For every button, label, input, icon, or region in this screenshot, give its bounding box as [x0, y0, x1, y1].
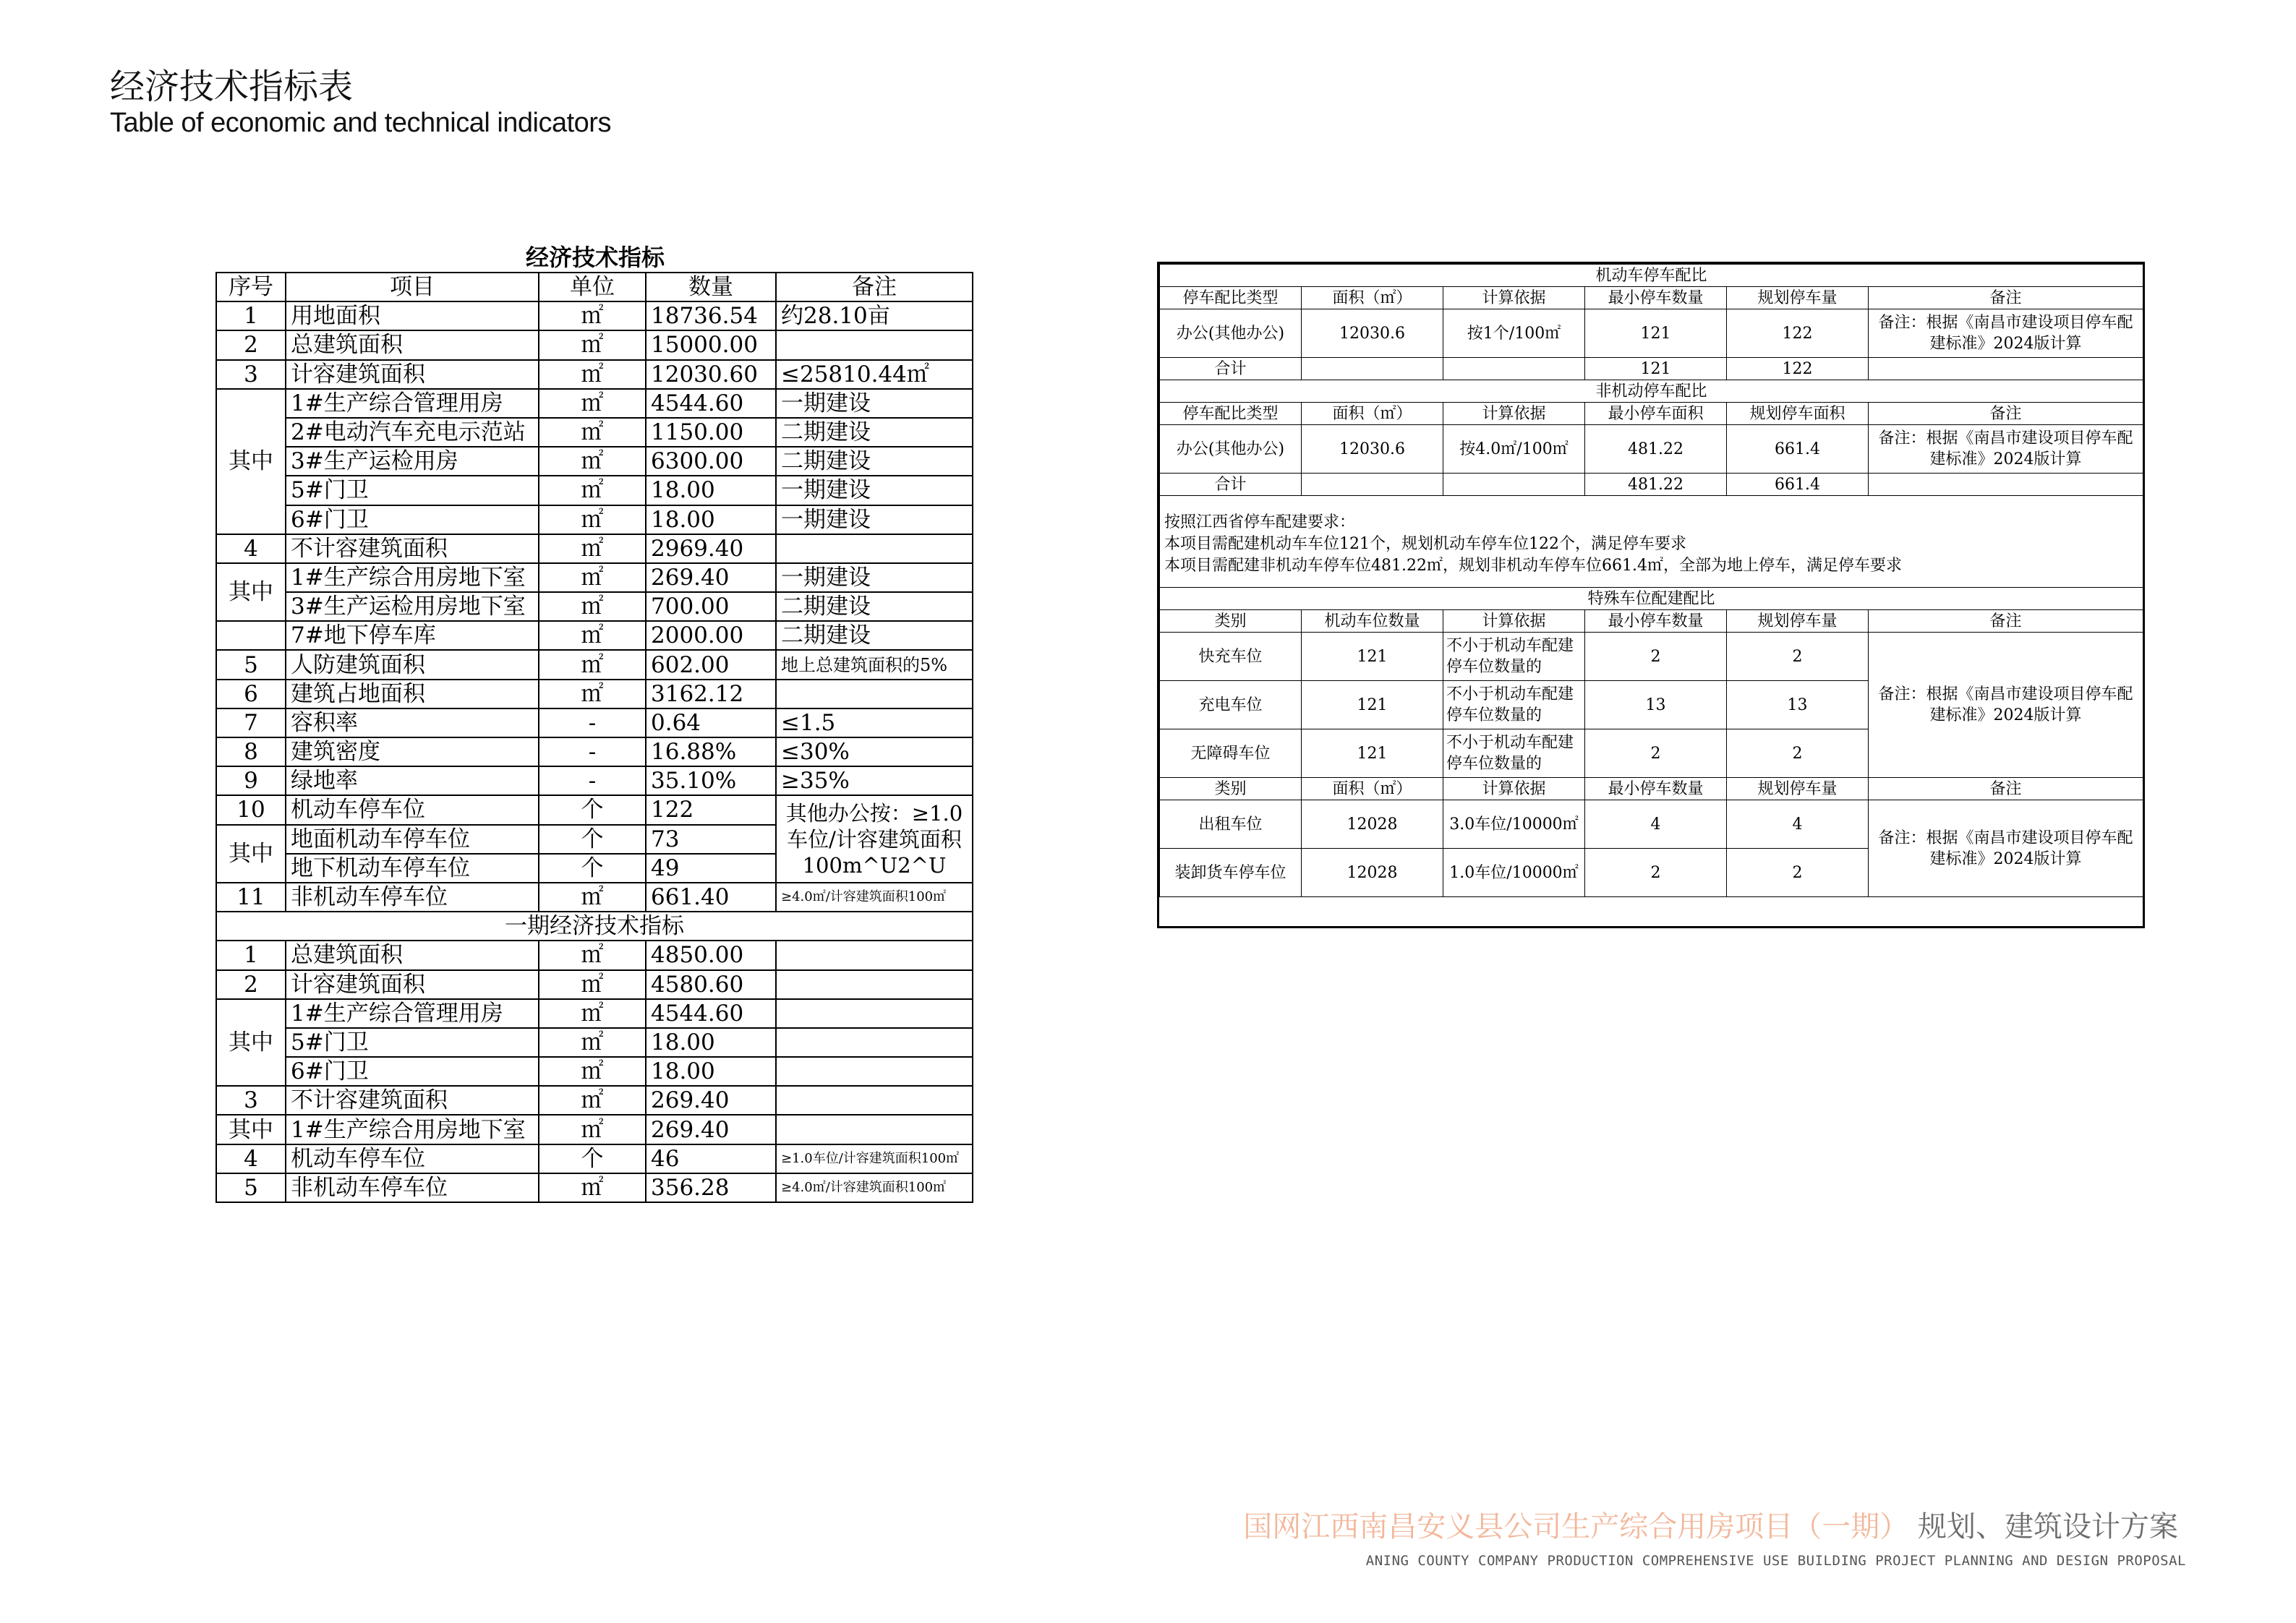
row-note	[776, 1086, 973, 1115]
row-qty: 2000.00	[646, 621, 776, 650]
cell: 不小于机动车配建停车位数量的	[1443, 729, 1585, 778]
cell: 661.4	[1727, 425, 1869, 474]
motor-section-title-row	[1160, 265, 2143, 287]
special2-header-row	[1160, 778, 2143, 800]
row-unit: ㎡	[539, 389, 646, 418]
row-note: ≥4.0㎡/计容建筑面积100㎡	[776, 883, 973, 912]
nonmotor-header-row	[1160, 403, 2143, 425]
row-note: ≥35%	[776, 766, 973, 795]
cell: 办公(其他办公)	[1160, 425, 1302, 474]
table-row	[216, 476, 973, 505]
cell: 121	[1585, 309, 1727, 358]
row-item: 5#门卫	[286, 476, 539, 505]
cell: 出租车位	[1160, 800, 1302, 849]
phase1-caption: 一期经济技术指标	[216, 912, 973, 941]
row-qty: 12030.60	[646, 360, 776, 389]
cell: 122	[1727, 358, 1869, 380]
row-qty: 269.40	[646, 1115, 776, 1144]
row-no: 8	[216, 737, 286, 766]
row-qty: 1150.00	[646, 418, 776, 447]
cell: 12030.6	[1302, 309, 1443, 358]
cell: 121	[1302, 729, 1443, 778]
table-header-row	[216, 273, 973, 301]
cell: 121	[1302, 633, 1443, 681]
cell: 12028	[1302, 800, 1443, 849]
row-qty: 6300.00	[646, 447, 776, 476]
parking-ratio-panel	[1157, 262, 2145, 928]
cell	[1443, 358, 1585, 380]
requirement-line: 本项目需配建机动车车位121个，规划机动车停车位122个，满足停车要求	[1164, 535, 1686, 553]
remark-cell: 备注：根据《南昌市建设项目停车配建标准》2024版计算	[1869, 309, 2143, 358]
table-row	[216, 447, 973, 476]
row-qty: 122	[646, 795, 776, 824]
indicators-table-caption: 经济技术指标	[525, 244, 665, 271]
cell: 合计	[1160, 358, 1302, 380]
table-row	[1160, 425, 2143, 474]
row-qty: 269.40	[646, 563, 776, 592]
requirement-line: 按照江西省停车配建要求：	[1164, 513, 1356, 531]
table-row	[216, 418, 973, 447]
table-row	[216, 795, 973, 824]
row-item: 6#门卫	[286, 505, 539, 534]
table-row	[216, 1115, 973, 1144]
row-unit: 个	[539, 795, 646, 824]
row-unit: ㎡	[539, 1115, 646, 1144]
cell: 2	[1727, 633, 1869, 681]
row-item: 2#电动汽车充电示范站	[286, 418, 539, 447]
row-note: 约28.10亩	[776, 301, 973, 330]
header-cell: 类别	[1160, 610, 1302, 633]
row-item: 计容建筑面积	[286, 970, 539, 999]
cell	[1869, 474, 2143, 496]
row-note: 地上总建筑面积的5%	[776, 650, 973, 679]
footer-project-name: 国网江西南昌安义县公司生产综合用房项目（一期）	[1243, 1510, 1909, 1543]
footer-project-title	[1243, 1509, 2178, 1544]
table-row	[216, 883, 973, 912]
row-note: 一期建设	[776, 389, 973, 418]
header-cell: 备注	[1869, 610, 2143, 633]
row-unit: ㎡	[539, 680, 646, 708]
row-group-label: 其中	[216, 999, 286, 1087]
row-unit: ㎡	[539, 505, 646, 534]
row-unit: ㎡	[539, 563, 646, 592]
table-row	[216, 708, 973, 737]
page-subtitle: Table of economic and technical indicators	[110, 108, 611, 138]
special-section-title-row	[1160, 588, 2143, 610]
row-item: 总建筑面积	[286, 941, 539, 969]
remark-cell: 备注：根据《南昌市建设项目停车配建标准》2024版计算	[1869, 633, 2143, 778]
row-qty: 2969.40	[646, 534, 776, 563]
cell: 装卸货车停车位	[1160, 849, 1302, 897]
row-group-label: 其中	[216, 825, 286, 883]
table-row	[216, 650, 973, 679]
row-qty: 602.00	[646, 650, 776, 679]
footer-doc-type: 规划、建筑设计方案	[1918, 1510, 2178, 1543]
row-item: 建筑密度	[286, 737, 539, 766]
row-qty: 35.10%	[646, 766, 776, 795]
remark-cell: 备注：根据《南昌市建设项目停车配建标准》2024版计算	[1869, 800, 2143, 897]
row-item: 总建筑面积	[286, 330, 539, 359]
row-no: 1	[216, 301, 286, 330]
table-row	[216, 970, 973, 999]
row-qty: 4850.00	[646, 941, 776, 969]
row-note	[776, 1028, 973, 1057]
header-cell: 停车配比类型	[1160, 403, 1302, 425]
row-item: 1#生产综合用房地下室	[286, 1115, 539, 1144]
row-qty: 16.88%	[646, 737, 776, 766]
row-unit: ㎡	[539, 621, 646, 650]
header-cell: 最小停车数量	[1585, 778, 1727, 800]
row-item: 不计容建筑面积	[286, 534, 539, 563]
cell: 12028	[1302, 849, 1443, 897]
remark-cell: 备注：根据《南昌市建设项目停车配建标准》2024版计算	[1869, 425, 2143, 474]
cell: 不小于机动车配建停车位数量的	[1443, 633, 1585, 681]
cell: 按4.0㎡/100㎡	[1443, 425, 1585, 474]
row-item: 人防建筑面积	[286, 650, 539, 679]
row-unit: ㎡	[539, 418, 646, 447]
cell: 12030.6	[1302, 425, 1443, 474]
row-note	[776, 330, 973, 359]
row-group-label: 其中	[216, 389, 286, 534]
row-unit: ㎡	[539, 970, 646, 999]
row-no: 4	[216, 534, 286, 563]
header-cell: 备注	[1869, 403, 2143, 425]
row-qty: 18.00	[646, 1057, 776, 1086]
row-no: 9	[216, 766, 286, 795]
row-qty: 4544.60	[646, 999, 776, 1028]
header-cell: 规划停车面积	[1727, 403, 1869, 425]
row-note: ≥1.0车位/计容建筑面积100㎡	[776, 1144, 973, 1173]
row-no: 3	[216, 1086, 286, 1115]
header-cell: 最小停车数量	[1585, 287, 1727, 309]
row-note: 一期建设	[776, 476, 973, 505]
parking-rule-note: 其他办公按：≥1.0车位/计容建筑面积100m^U2^U	[776, 795, 973, 883]
header-cell: 单位	[539, 273, 646, 301]
table-row	[216, 534, 973, 563]
row-unit: ㎡	[539, 1057, 646, 1086]
row-item: 地面机动车停车位	[286, 825, 539, 854]
header-cell: 备注	[1869, 778, 2143, 800]
table-row	[216, 505, 973, 534]
requirement-line: 本项目需配建非机动车停车位481.22㎡，规划非机动车停车位661.4㎡，全部为地上停车，满足停车要求	[1164, 557, 1902, 575]
table-row	[216, 737, 973, 766]
row-note: 二期建设	[776, 592, 973, 621]
phase1-section-row	[216, 912, 973, 941]
table-row	[216, 680, 973, 708]
row-unit: ㎡	[539, 941, 646, 969]
row-unit: ㎡	[539, 534, 646, 563]
row-note	[776, 534, 973, 563]
header-cell: 计算依据	[1443, 778, 1585, 800]
cell	[1302, 358, 1443, 380]
row-unit: ㎡	[539, 1086, 646, 1115]
row-note: 二期建设	[776, 447, 973, 476]
row-item: 5#门卫	[286, 1028, 539, 1057]
table-row	[216, 1028, 973, 1057]
row-no: 7	[216, 708, 286, 737]
parking-ratio-table	[1159, 264, 2143, 897]
table-row	[216, 621, 973, 650]
row-group-label: 其中	[216, 563, 286, 621]
row-item: 机动车停车位	[286, 1144, 539, 1173]
row-qty: 18.00	[646, 1028, 776, 1057]
cell: 2	[1585, 633, 1727, 681]
cell	[1302, 474, 1443, 496]
row-no: 2	[216, 970, 286, 999]
cell: 2	[1585, 849, 1727, 897]
table-row	[216, 941, 973, 969]
row-no	[216, 621, 286, 650]
requirement-row	[1160, 496, 2143, 588]
cell	[1869, 358, 2143, 380]
special-section-title: 特殊车位配建配比	[1160, 588, 2143, 610]
indicators-table	[215, 272, 973, 1203]
row-no: 5	[216, 650, 286, 679]
row-unit: ㎡	[539, 360, 646, 389]
header-cell: 面积（㎡）	[1302, 778, 1443, 800]
row-no: 6	[216, 680, 286, 708]
header-cell: 面积（㎡）	[1302, 403, 1443, 425]
row-item: 非机动车停车位	[286, 883, 539, 912]
page-title: 经济技术指标表	[110, 67, 354, 107]
row-unit: ㎡	[539, 999, 646, 1028]
table-row	[216, 1173, 973, 1202]
cell: 481.22	[1585, 425, 1727, 474]
cell	[1443, 474, 1585, 496]
row-qty: 49	[646, 854, 776, 883]
row-unit: 个	[539, 825, 646, 854]
row-item: 用地面积	[286, 301, 539, 330]
cell: 1.0车位/10000㎡	[1443, 849, 1585, 897]
header-cell: 规划停车量	[1727, 778, 1869, 800]
row-qty: 0.64	[646, 708, 776, 737]
cell: 无障碍车位	[1160, 729, 1302, 778]
row-note	[776, 680, 973, 708]
row-no: 5	[216, 1173, 286, 1202]
cell: 充电车位	[1160, 681, 1302, 729]
row-no: 3	[216, 360, 286, 389]
row-no: 4	[216, 1144, 286, 1173]
row-qty: 356.28	[646, 1173, 776, 1202]
table-row	[1160, 633, 2143, 681]
row-unit: ㎡	[539, 1173, 646, 1202]
cell: 2	[1727, 729, 1869, 778]
table-row	[216, 563, 973, 592]
row-unit: ㎡	[539, 476, 646, 505]
table-row	[216, 1086, 973, 1115]
cell: 481.22	[1585, 474, 1727, 496]
cell: 不小于机动车配建停车位数量的	[1443, 681, 1585, 729]
row-item: 机动车停车位	[286, 795, 539, 824]
row-note: ≥4.0㎡/计容建筑面积100㎡	[776, 1173, 973, 1202]
row-qty: 269.40	[646, 1086, 776, 1115]
row-item: 不计容建筑面积	[286, 1086, 539, 1115]
row-note: ≤1.5	[776, 708, 973, 737]
row-no: 2	[216, 330, 286, 359]
header-cell: 最小停车数量	[1585, 610, 1727, 633]
row-unit: -	[539, 737, 646, 766]
header-cell: 停车配比类型	[1160, 287, 1302, 309]
table-row	[216, 766, 973, 795]
cell: 13	[1585, 681, 1727, 729]
total-row	[1160, 358, 2143, 380]
row-qty: 18736.54	[646, 301, 776, 330]
cell: 2	[1585, 729, 1727, 778]
row-unit: 个	[539, 1144, 646, 1173]
row-no: 10	[216, 795, 286, 824]
table-row	[216, 1144, 973, 1173]
row-note: ≤25810.44㎡	[776, 360, 973, 389]
header-cell: 计算依据	[1443, 610, 1585, 633]
row-item: 绿地率	[286, 766, 539, 795]
row-item: 容积率	[286, 708, 539, 737]
row-group-label: 其中	[216, 1115, 286, 1144]
header-cell: 计算依据	[1443, 403, 1585, 425]
nonmotor-section-title-row	[1160, 380, 2143, 403]
row-unit: ㎡	[539, 330, 646, 359]
row-qty: 46	[646, 1144, 776, 1173]
cell: 122	[1727, 309, 1869, 358]
row-item: 计容建筑面积	[286, 360, 539, 389]
row-note: ≤30%	[776, 737, 973, 766]
total-row	[1160, 474, 2143, 496]
table-row	[216, 592, 973, 621]
row-qty: 4580.60	[646, 970, 776, 999]
table-row	[216, 1057, 973, 1086]
row-qty: 18.00	[646, 505, 776, 534]
row-item: 7#地下停车库	[286, 621, 539, 650]
row-item: 地下机动车停车位	[286, 854, 539, 883]
row-no: 1	[216, 941, 286, 969]
row-note: 一期建设	[776, 505, 973, 534]
cell: 3.0车位/10000㎡	[1443, 800, 1585, 849]
row-note: 一期建设	[776, 563, 973, 592]
header-cell: 规划停车量	[1727, 287, 1869, 309]
special-header-row	[1160, 610, 2143, 633]
cell: 661.4	[1727, 474, 1869, 496]
header-cell: 项目	[286, 273, 539, 301]
row-unit: ㎡	[539, 592, 646, 621]
row-note	[776, 999, 973, 1028]
row-item: 3#生产运检用房地下室	[286, 592, 539, 621]
row-item: 非机动车停车位	[286, 1173, 539, 1202]
motor-header-row	[1160, 287, 2143, 309]
table-row	[216, 999, 973, 1028]
row-item: 1#生产综合用房地下室	[286, 563, 539, 592]
row-item: 1#生产综合管理用房	[286, 999, 539, 1028]
requirement-text	[1160, 496, 2143, 588]
header-cell: 规划停车量	[1727, 610, 1869, 633]
row-note: 二期建设	[776, 621, 973, 650]
row-note	[776, 970, 973, 999]
row-unit: ㎡	[539, 447, 646, 476]
cell: 4	[1585, 800, 1727, 849]
header-cell: 机动车位数量	[1302, 610, 1443, 633]
cell: 按1个/100㎡	[1443, 309, 1585, 358]
cell: 快充车位	[1160, 633, 1302, 681]
row-unit: ㎡	[539, 883, 646, 912]
cell: 121	[1585, 358, 1727, 380]
cell: 13	[1727, 681, 1869, 729]
row-unit: 个	[539, 854, 646, 883]
row-note: 二期建设	[776, 418, 973, 447]
row-no: 11	[216, 883, 286, 912]
row-qty: 18.00	[646, 476, 776, 505]
row-qty: 700.00	[646, 592, 776, 621]
row-qty: 15000.00	[646, 330, 776, 359]
cell: 4	[1727, 800, 1869, 849]
header-cell: 计算依据	[1443, 287, 1585, 309]
row-qty: 3162.12	[646, 680, 776, 708]
row-qty: 4544.60	[646, 389, 776, 418]
row-note	[776, 941, 973, 969]
cell: 121	[1302, 681, 1443, 729]
row-note	[776, 1115, 973, 1144]
table-row	[1160, 800, 2143, 849]
header-cell: 类别	[1160, 778, 1302, 800]
row-unit: ㎡	[539, 650, 646, 679]
table-row	[216, 389, 973, 418]
footer-project-english: ANING COUNTY COMPANY PRODUCTION COMPREHENSIVE USE BUILDING PROJECT PLANNING AND DESIGN PROPOSAL	[1365, 1553, 2186, 1569]
row-unit: ㎡	[539, 301, 646, 330]
row-item: 建筑占地面积	[286, 680, 539, 708]
row-unit: ㎡	[539, 1028, 646, 1057]
nonmotor-section-title: 非机动停车配比	[1160, 380, 2143, 403]
row-item: 1#生产综合管理用房	[286, 389, 539, 418]
header-cell: 数量	[646, 273, 776, 301]
table-row	[216, 330, 973, 359]
cell: 2	[1727, 849, 1869, 897]
motor-section-title: 机动车停车配比	[1160, 265, 2143, 287]
row-unit: -	[539, 708, 646, 737]
row-qty: 661.40	[646, 883, 776, 912]
row-note	[776, 1057, 973, 1086]
table-row	[216, 301, 973, 330]
header-cell: 面积（㎡）	[1302, 287, 1443, 309]
table-row	[1160, 309, 2143, 358]
table-row	[216, 360, 973, 389]
header-cell: 序号	[216, 273, 286, 301]
header-cell: 备注	[776, 273, 973, 301]
cell: 办公(其他办公)	[1160, 309, 1302, 358]
row-qty: 73	[646, 825, 776, 854]
header-cell: 最小停车面积	[1585, 403, 1727, 425]
row-item: 6#门卫	[286, 1057, 539, 1086]
cell: 合计	[1160, 474, 1302, 496]
row-unit: -	[539, 766, 646, 795]
header-cell: 备注	[1869, 287, 2143, 309]
row-item: 3#生产运检用房	[286, 447, 539, 476]
